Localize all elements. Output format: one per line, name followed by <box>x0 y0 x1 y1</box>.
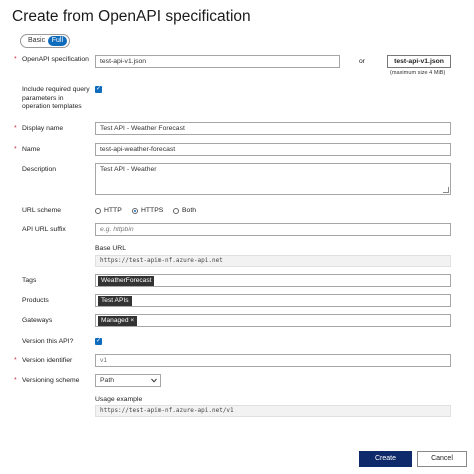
max-size-note: (maximum size 4 MiB) <box>390 70 446 76</box>
versioning-scheme-label: Versioning scheme <box>22 377 80 384</box>
usage-example-value: https://test-apim-nf.azure-api.net/v1 <box>95 405 451 417</box>
url-suffix-input[interactable]: e.g. httpbin <box>95 223 451 236</box>
file-select-button[interactable]: test-api-v1.json <box>387 55 451 68</box>
version-id-input[interactable]: v1 <box>95 354 451 367</box>
base-url-value: https://test-apim-nf.azure-api.net <box>95 255 451 267</box>
radio-both-label: Both <box>182 207 196 214</box>
products-input[interactable] <box>95 294 451 307</box>
tags-input[interactable] <box>95 274 451 287</box>
radio-https-label: HTTPS <box>141 207 164 214</box>
chevron-down-icon <box>151 378 157 383</box>
url-scheme-label: URL scheme <box>22 207 62 214</box>
base-url-label: Base URL <box>95 245 126 252</box>
gateway-chip <box>98 316 137 326</box>
radio-http[interactable] <box>95 208 101 214</box>
gateway-chip-label: Managed <box>101 317 129 324</box>
version-api-checkbox[interactable]: ✓ <box>95 338 102 344</box>
radio-http-label: HTTP <box>104 207 122 214</box>
radio-both[interactable] <box>173 208 179 214</box>
mode-basic-option[interactable]: Basic <box>28 37 46 44</box>
url-suffix-label: API URL suffix <box>22 226 66 233</box>
required-marker: * <box>14 56 17 63</box>
version-api-label: Version this API? <box>22 338 74 345</box>
openapi-spec-input[interactable]: test-api-v1.json <box>95 55 340 68</box>
mode-toggle[interactable] <box>20 34 70 48</box>
name-label: Name <box>22 146 41 153</box>
include-params-checkbox[interactable]: ✓ <box>95 86 102 92</box>
required-marker: * <box>14 125 17 132</box>
name-input[interactable]: test-api-weather-forecast <box>95 143 451 156</box>
display-name-label: Display name <box>22 125 64 132</box>
radio-https[interactable] <box>132 208 138 214</box>
product-chip: Test APIs <box>98 296 132 306</box>
version-id-label: Version identifier <box>22 357 73 364</box>
versioning-scheme-select[interactable] <box>95 374 161 387</box>
required-marker: * <box>14 357 17 364</box>
required-marker: * <box>14 377 17 384</box>
tag-chip: WeatherForecast <box>98 276 154 286</box>
description-label: Description <box>22 166 56 173</box>
gateways-label: Gateways <box>22 317 53 324</box>
create-button[interactable]: Create <box>359 451 412 467</box>
mode-full-option[interactable]: Full <box>48 36 67 46</box>
products-label: Products <box>22 297 49 304</box>
versioning-scheme-value: Path <box>100 377 114 384</box>
tags-label: Tags <box>22 277 37 284</box>
cancel-button[interactable]: Cancel <box>417 451 467 467</box>
openapi-spec-label: OpenAPI specification <box>22 56 89 63</box>
description-textarea[interactable] <box>95 163 451 195</box>
required-marker: * <box>14 146 17 153</box>
or-text: or <box>359 58 366 65</box>
resize-handle-icon[interactable] <box>443 187 449 193</box>
include-params-label: Include required query parameters in operation templates <box>22 86 90 110</box>
description-text: Test API - Weather <box>100 166 157 173</box>
close-icon[interactable]: × <box>130 317 135 324</box>
display-name-input[interactable]: Test API - Weather Forecast <box>95 122 451 135</box>
usage-example-label: Usage example <box>95 396 143 403</box>
gateways-input[interactable] <box>95 314 451 327</box>
page-title: Create from OpenAPI specification <box>12 8 251 25</box>
